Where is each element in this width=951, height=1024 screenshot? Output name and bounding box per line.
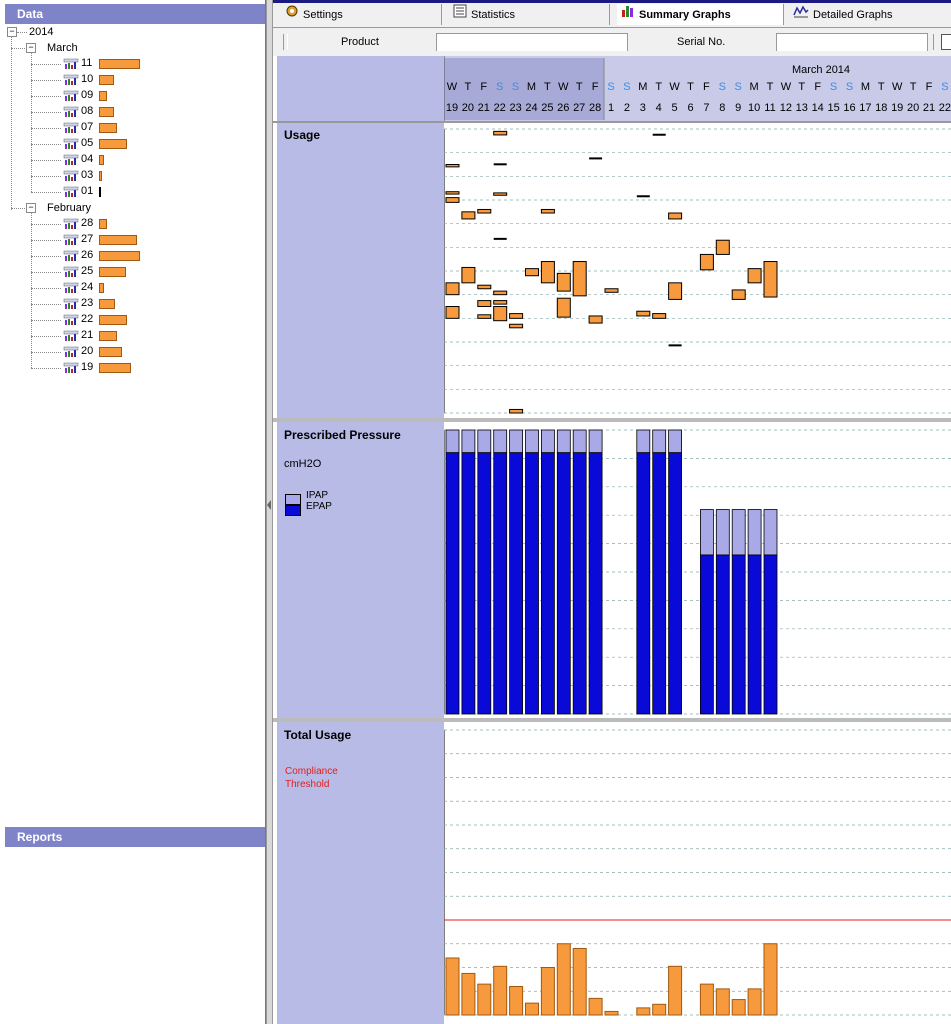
ipap-bar <box>589 430 602 453</box>
total-usage-bar <box>589 998 602 1015</box>
calendar-date-label: 14 <box>811 102 824 114</box>
tree-connector <box>11 36 12 210</box>
usage-session-bar <box>446 307 459 319</box>
tree-connector <box>17 32 27 33</box>
calendar-icon[interactable] <box>941 34 951 50</box>
day-usage-bar <box>99 219 107 229</box>
serial-label: Serial No. <box>677 36 726 48</box>
calendar-weekday-label: F <box>925 81 933 93</box>
usage-session-bar <box>557 298 570 317</box>
epap-bar <box>446 453 459 714</box>
tab-label: Statistics <box>471 8 516 21</box>
data-panel-header: Data <box>5 4 265 24</box>
toolbar-separator <box>933 34 937 50</box>
tree-connector <box>31 240 61 241</box>
total-usage-bar <box>653 1004 666 1015</box>
calendar-weekday-label: M <box>860 81 870 93</box>
day-usage-bar <box>99 171 102 181</box>
calendar-weekday-label: F <box>703 81 710 93</box>
day-usage-bar <box>99 91 107 101</box>
usage-session-bar <box>494 301 507 305</box>
day-usage-bar <box>99 107 114 117</box>
total-usage-bar <box>605 1011 618 1015</box>
usage-session-bar <box>446 192 459 194</box>
tree-day-label[interactable]: 07 <box>81 121 94 133</box>
tree-day-label[interactable]: 27 <box>81 233 94 245</box>
tree-connector <box>31 144 61 145</box>
pressure-title: Prescribed Pressure <box>284 428 401 442</box>
tree-day-label[interactable]: 10 <box>81 73 94 85</box>
usage-session-bar <box>589 316 602 323</box>
total-usage-bar <box>526 1003 539 1015</box>
usage-session-bar <box>669 213 682 219</box>
epap-bar <box>573 453 586 714</box>
day-usage-bar <box>99 347 122 357</box>
tree-day-label[interactable]: 22 <box>81 313 94 325</box>
tree-connector <box>31 272 61 273</box>
day-graph-icon <box>63 154 79 166</box>
ipap-bar <box>494 430 507 453</box>
calendar-date-label: 19 <box>445 102 459 114</box>
usage-session-bar <box>653 134 666 136</box>
usage-session-bar <box>510 409 523 413</box>
tree-connector <box>31 160 61 161</box>
tree-connector <box>31 96 61 97</box>
calendar-weekday-label: M <box>526 81 537 93</box>
tab-label: Summary Graphs <box>639 8 731 21</box>
ipap-bar <box>748 510 761 555</box>
total-usage-bar <box>573 949 586 1016</box>
usage-session-bar <box>764 262 777 298</box>
day-usage-bar <box>99 139 127 149</box>
usage-session-bar <box>589 157 602 159</box>
total-usage-bar <box>541 968 554 1016</box>
usage-session-bar <box>494 291 507 295</box>
tree-month-label[interactable]: February <box>47 202 92 214</box>
calendar-date-label: 7 <box>703 102 710 114</box>
calendar-weekday-label: S <box>496 81 504 93</box>
calendar-date-label: 22 <box>493 102 506 114</box>
usage-session-bar <box>494 131 507 135</box>
tab-label: Settings <box>303 8 343 21</box>
day-usage-bar <box>99 299 115 309</box>
total-usage-bar <box>700 984 713 1015</box>
day-usage-bar <box>99 283 104 293</box>
epap-bar <box>494 453 507 714</box>
epap-bar <box>732 555 745 714</box>
day-usage-bar <box>99 315 127 325</box>
tree-connector <box>31 176 61 177</box>
usage-session-bar <box>605 289 618 293</box>
epap-legend-swatch <box>285 505 301 516</box>
total-usage-bar <box>764 944 777 1015</box>
tree-day-label[interactable]: 24 <box>81 281 94 293</box>
tab-settings[interactable] <box>281 4 442 25</box>
usage-label-panel <box>277 123 444 418</box>
calendar-date-label: 12 <box>779 102 793 114</box>
calendar-weekday-label: W <box>669 81 680 93</box>
calendar-weekday-label: T <box>687 81 694 93</box>
epap-legend-label: EPAP <box>306 501 332 512</box>
tree-connector <box>31 112 61 113</box>
tree-day-label[interactable]: 23 <box>81 297 94 309</box>
calendar-weekday-label: S <box>941 81 949 93</box>
compliance-threshold-label: Compliance Threshold <box>285 766 338 790</box>
ipap-bar <box>462 430 475 453</box>
grip-icon <box>283 34 288 50</box>
day-graph-icon <box>63 362 79 374</box>
calendar-date-label: 6 <box>687 102 694 114</box>
calendar-date-label: 21 <box>477 102 490 114</box>
tree-year-label[interactable]: 2014 <box>29 26 54 38</box>
calendar-date-label: 2 <box>623 102 630 114</box>
tab-statistics[interactable] <box>449 4 610 25</box>
day-usage-bar <box>99 155 104 165</box>
calendar-weekday-label: W <box>558 81 569 93</box>
ipap-bar <box>653 430 666 453</box>
total-usage-bar <box>494 966 507 1015</box>
tree-day-label[interactable]: 01 <box>81 185 94 197</box>
total-usage-bar <box>510 987 523 1016</box>
tree-day-label[interactable]: 11 <box>81 57 93 69</box>
panel-splitter[interactable] <box>266 0 273 1024</box>
total-usage-bar <box>637 1008 650 1015</box>
ipap-bar <box>669 430 682 453</box>
collapse-arrow-icon[interactable] <box>267 500 271 510</box>
ipap-bar <box>764 510 777 555</box>
epap-bar <box>748 555 761 714</box>
usage-session-bar <box>478 301 491 307</box>
calendar-date-label: 4 <box>655 102 662 114</box>
calendar-date-label: 21 <box>922 102 936 114</box>
ipap-bar <box>510 430 523 453</box>
usage-session-bar <box>462 267 475 282</box>
tree-day-label[interactable]: 05 <box>81 137 94 149</box>
epap-bar <box>589 453 602 714</box>
tree-day-label[interactable]: 09 <box>81 89 94 101</box>
tab-summary-graphs[interactable] <box>617 4 784 25</box>
calendar-weekday-label: T <box>464 81 472 93</box>
usage-session-bar <box>653 314 666 319</box>
product-label: Product <box>341 36 379 48</box>
day-usage-bar <box>99 267 126 277</box>
ipap-bar <box>541 430 554 453</box>
calendar-weekday-label: S <box>718 81 726 93</box>
tree-connector <box>31 52 32 192</box>
tree-connector <box>31 304 61 305</box>
calendar-date-label: 18 <box>875 102 888 114</box>
epap-bar <box>700 555 713 714</box>
ipap-bar <box>700 510 713 555</box>
usage-session-bar <box>669 283 682 300</box>
usage-session-bar <box>716 240 729 254</box>
calendar-weekday-label: S <box>845 81 854 93</box>
tree-day-label[interactable]: 26 <box>81 249 94 261</box>
collapse-toggle-icon[interactable]: − <box>26 43 36 53</box>
total-usage-bar <box>462 973 475 1015</box>
calendar-weekday-label: W <box>892 81 903 93</box>
calendar-date-label: 20 <box>906 102 920 114</box>
total-usage-bar <box>732 1000 745 1015</box>
calendar-weekday-label: S <box>607 81 615 93</box>
calendar-date-label: 23 <box>509 102 522 114</box>
calendar-weekday-label: T <box>909 81 917 93</box>
calendar-weekday-label: T <box>766 81 774 93</box>
pressure-unit: cmH2O <box>284 458 322 470</box>
graphs-area <box>273 56 951 1024</box>
ipap-legend-label: IPAP <box>306 490 329 501</box>
day-usage-bar <box>99 363 131 373</box>
usage-session-bar <box>478 315 491 319</box>
ipap-bar <box>446 430 459 453</box>
calendar-date-label: 27 <box>573 102 586 114</box>
calendar-weekday-label: T <box>798 81 806 93</box>
calendar-date-label: 15 <box>827 102 840 114</box>
calendar-date-label: 25 <box>541 102 554 114</box>
calendar-date-label: 13 <box>795 102 808 114</box>
ipap-legend-swatch <box>285 494 301 505</box>
calendar-date-label: 26 <box>557 102 570 114</box>
calendar-weekday-label: S <box>511 81 520 93</box>
total-usage-title: Total Usage <box>284 728 352 742</box>
total-usage-bar <box>748 989 761 1015</box>
day-graph-icon <box>63 58 79 70</box>
day-graph-icon <box>63 346 79 358</box>
usage-session-bar <box>637 311 650 316</box>
ipap-bar <box>526 430 539 453</box>
calendar-weekday-label: T <box>877 81 885 93</box>
day-graph-icon <box>63 314 79 326</box>
usage-session-bar <box>494 238 507 240</box>
day-graph-icon <box>63 250 79 262</box>
day-graph-icon <box>63 122 79 134</box>
calendar-date-label: 17 <box>859 102 872 114</box>
calendar-weekday-label: W <box>446 81 458 93</box>
tree-connector <box>31 64 61 65</box>
usage-session-bar <box>494 163 507 165</box>
usage-session-bar <box>557 273 570 291</box>
day-graph-icon <box>63 266 79 278</box>
usage-session-bar <box>510 324 523 328</box>
tree-connector <box>31 336 61 337</box>
epap-bar <box>764 555 777 714</box>
tab-label: Detailed Graphs <box>813 8 893 21</box>
calendar-date-label: 10 <box>747 102 761 114</box>
usage-session-bar <box>446 198 459 203</box>
usage-session-bar <box>510 314 523 319</box>
usage-session-bar <box>573 262 586 296</box>
tree-connector <box>31 368 61 369</box>
calendar-date-label: 5 <box>671 102 678 114</box>
tree-connector <box>31 80 61 81</box>
calendar-date-label: 1 <box>607 102 615 114</box>
calendar-date-label: 24 <box>525 102 538 114</box>
day-usage-bar <box>99 59 140 69</box>
usage-session-bar <box>541 209 554 213</box>
ipap-bar <box>732 510 745 555</box>
epap-bar <box>510 453 523 714</box>
day-usage-bar <box>99 75 114 85</box>
day-graph-icon <box>63 90 79 102</box>
usage-session-bar <box>478 209 491 213</box>
calendar-date-label: 19 <box>891 102 904 114</box>
epap-bar <box>669 453 682 714</box>
epap-bar <box>478 453 491 714</box>
day-graph-icon <box>63 186 79 198</box>
usage-session-bar <box>700 254 713 269</box>
tree-month-label[interactable]: March <box>47 42 78 54</box>
usage-session-bar <box>732 290 745 299</box>
day-usage-bar <box>99 187 101 197</box>
calendar-date-label: 3 <box>639 102 646 114</box>
day-usage-bar <box>99 123 117 133</box>
tree-day-label[interactable]: 04 <box>81 153 94 165</box>
main-panel <box>273 0 951 1024</box>
tree-connector <box>31 212 32 368</box>
tree-connector <box>31 320 61 321</box>
total-usage-bar <box>669 966 682 1015</box>
calendar-weekday-label: W <box>780 81 792 93</box>
tree-day-label[interactable]: 25 <box>81 265 94 277</box>
calendar-weekday-label: T <box>575 81 583 93</box>
epap-bar <box>462 453 475 714</box>
tree-day-label[interactable]: 08 <box>81 105 94 117</box>
calendar-weekday-label: S <box>623 81 631 93</box>
calendar-date-label: 8 <box>719 102 726 114</box>
ipap-bar <box>637 430 650 453</box>
ipap-bar <box>478 430 491 453</box>
tree-day-label[interactable]: 28 <box>81 217 94 229</box>
day-usage-bar <box>99 251 140 261</box>
day-usage-bar <box>99 235 137 245</box>
tree-connector <box>31 288 61 289</box>
calendar-date-label: 20 <box>461 102 475 114</box>
settings-gear-icon <box>285 4 299 26</box>
statistics-sheet-icon <box>453 4 467 26</box>
tree-day-label[interactable]: 20 <box>81 345 94 357</box>
bar-graph-icon <box>621 4 635 26</box>
usage-session-bar <box>494 307 507 321</box>
total-usage-bar <box>557 944 570 1015</box>
usage-session-bar <box>637 195 650 197</box>
calendar-weekday-label: S <box>829 81 838 93</box>
total-usage-bar <box>716 989 729 1015</box>
serial-field[interactable] <box>776 33 928 51</box>
ipap-bar <box>573 430 586 453</box>
epap-bar <box>716 555 729 714</box>
ipap-bar <box>716 510 729 555</box>
calendar-date-label: 22 <box>938 102 951 114</box>
day-graph-icon <box>63 298 79 310</box>
day-graph-icon <box>63 282 79 294</box>
day-graph-icon <box>63 234 79 246</box>
usage-session-bar <box>446 283 459 295</box>
epap-bar <box>526 453 539 714</box>
epap-bar <box>541 453 554 714</box>
calendar-weekday-label: T <box>655 81 663 93</box>
tree-connector <box>31 256 61 257</box>
collapse-toggle-icon[interactable]: − <box>26 203 36 213</box>
tree-connector <box>31 224 61 225</box>
line-graph-icon <box>793 4 809 26</box>
left-panel <box>0 0 266 1024</box>
total-usage-bar <box>478 984 491 1015</box>
filter-bar <box>273 28 951 57</box>
usage-session-bar <box>526 269 539 276</box>
calendar-month-label: March 2014 <box>791 64 851 76</box>
epap-bar <box>653 453 666 714</box>
product-field[interactable] <box>436 33 628 51</box>
usage-session-bar <box>669 344 682 346</box>
tab-detailed-graphs[interactable] <box>789 4 951 25</box>
day-graph-icon <box>63 330 79 342</box>
usage-session-bar <box>541 262 554 283</box>
day-graph-icon <box>63 218 79 230</box>
calendar-weekday-label: M <box>749 81 759 93</box>
usage-session-bar <box>446 165 459 167</box>
usage-session-bar <box>748 269 761 283</box>
ipap-bar <box>557 430 570 453</box>
day-graph-icon <box>63 138 79 150</box>
calendar-date-label: 9 <box>735 102 742 114</box>
collapse-toggle-icon[interactable]: − <box>7 27 17 37</box>
tree-day-label[interactable]: 03 <box>81 169 94 181</box>
epap-bar <box>637 453 650 714</box>
calendar-label-panel <box>277 56 444 121</box>
tree-connector <box>31 128 61 129</box>
calendar-weekday-label: F <box>591 81 599 93</box>
calendar-weekday-label: M <box>638 81 648 93</box>
usage-session-bar <box>462 212 475 219</box>
usage-session-bar <box>478 285 491 289</box>
calendar-date-label: 16 <box>843 102 856 114</box>
tree-connector <box>31 352 61 353</box>
date-tree <box>5 24 265 822</box>
usage-session-bar <box>494 193 507 195</box>
tree-day-label[interactable]: 19 <box>81 361 94 373</box>
calendar-weekday-label: T <box>544 81 551 93</box>
day-graph-icon <box>63 74 79 86</box>
calendar-date-label: 11 <box>764 102 776 114</box>
tree-connector <box>31 192 61 193</box>
reports-panel <box>5 847 265 1024</box>
day-graph-icon <box>63 106 79 118</box>
epap-bar <box>557 453 570 714</box>
usage-title: Usage <box>284 128 321 142</box>
tree-day-label[interactable]: 21 <box>81 329 94 341</box>
total-usage-bar <box>446 958 459 1015</box>
day-usage-bar <box>99 331 117 341</box>
calendar-weekday-label: S <box>734 81 742 93</box>
calendar-weekday-label: F <box>480 81 488 93</box>
calendar-weekday-label: F <box>814 81 822 93</box>
calendar-date-label: 28 <box>588 102 602 114</box>
day-graph-icon <box>63 170 79 182</box>
reports-panel-header: Reports <box>5 827 265 847</box>
